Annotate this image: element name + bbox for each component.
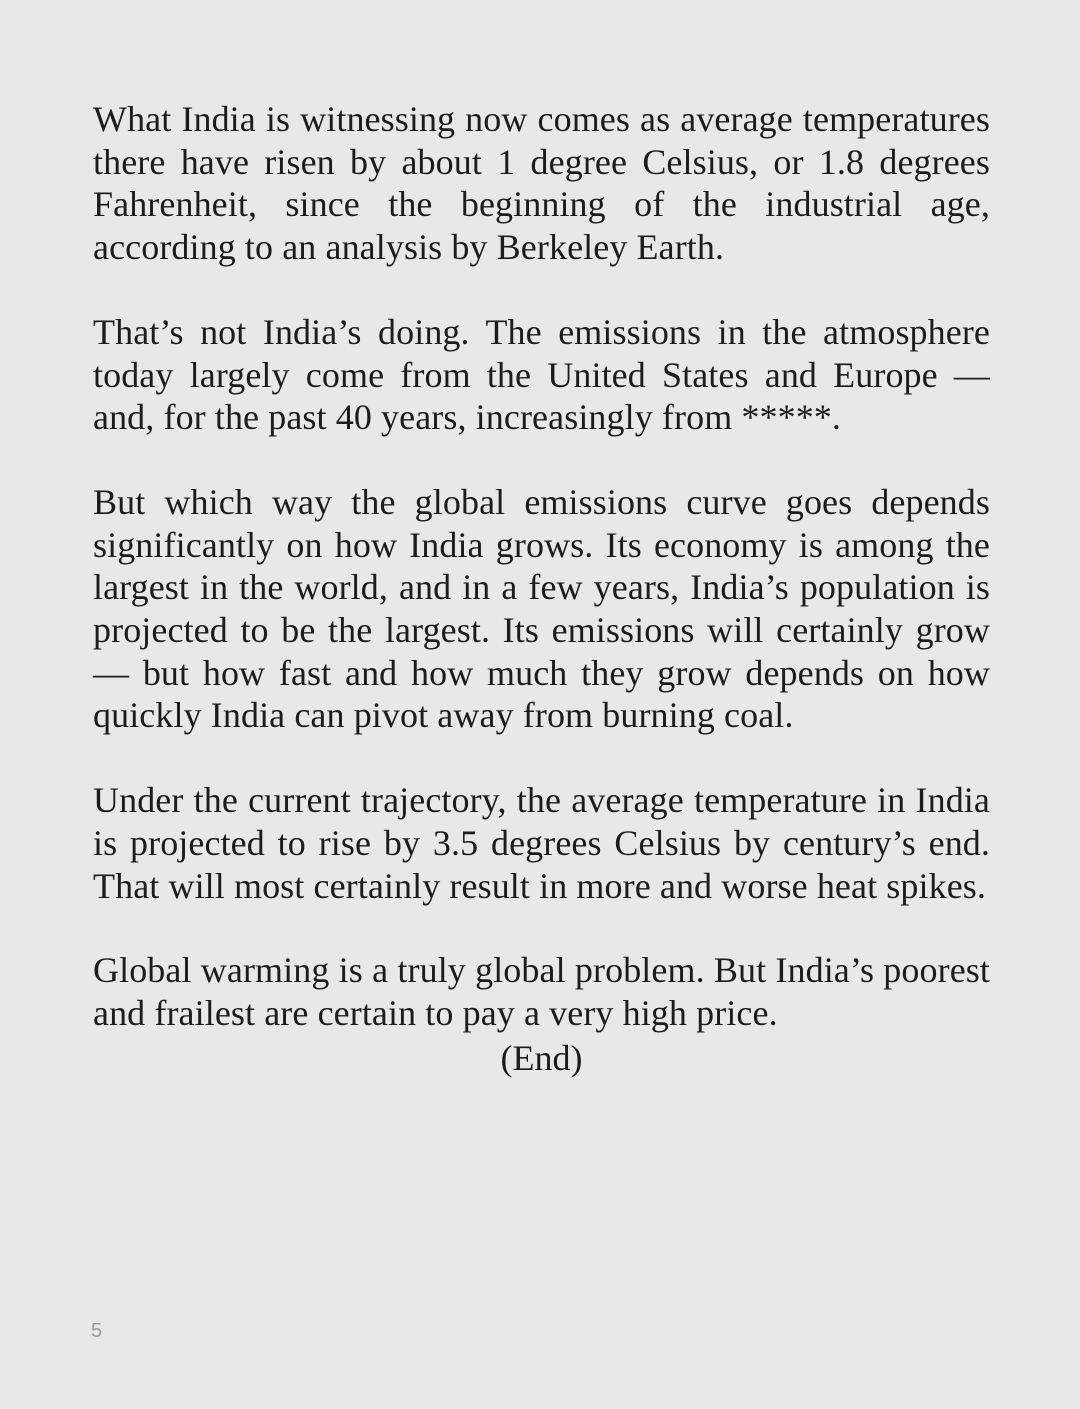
paragraph-2: That’s not India’s doing. The emissions in the atmosphere today largely come from the United States and Europe — and, for the past 40 years, increasingly from *****. <box>93 311 990 438</box>
paragraph-5: Global warming is a truly global problem. But India’s poorest and frailest are certain to pay a very high price. <box>93 950 990 1033</box>
page-number: 5 <box>91 1320 103 1342</box>
end-marker: (End) <box>500 1037 583 1078</box>
paragraph-3: But which way the global emissions curve goes depends significantly on how India grows. Its economy is among the largest in the world, and in a few years, India’s population is projected to be the largest. Its emissions will certainly grow — but how fast and how much they grow depends on how quickly India can pivot away from burning coal. <box>93 481 990 736</box>
paragraph-4: Under the current trajectory, the average temperature in India is projected to rise by 3.5 degrees Celsius by century’s end. That will most certainly result in more and worse heat spikes. <box>93 780 990 906</box>
paragraph-1: What India is witnessing now comes as average temperatures there have risen by about 1 degree Celsius, or 1.8 degrees Fahrenheit, since the beginning of the industrial age, according to an analysis by Berkeley Earth. <box>93 99 990 268</box>
